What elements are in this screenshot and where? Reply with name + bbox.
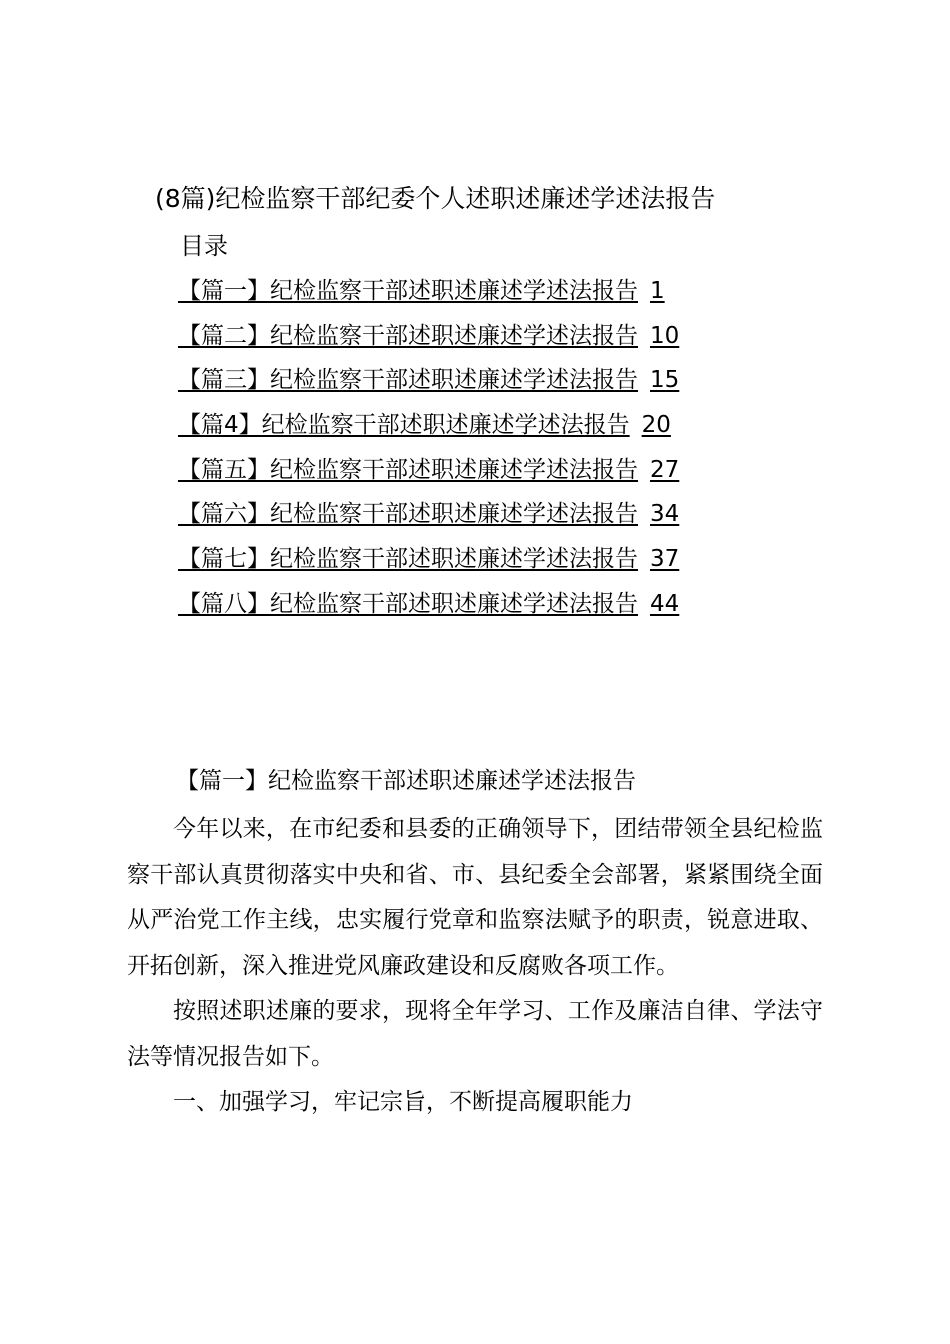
- toc-entry-title: 【篇七】纪检监察干部述职述廉述学述法报告: [178, 546, 638, 573]
- document-title: (8篇)纪检监察干部纪委个人述职述廉述学述法报告: [155, 184, 716, 213]
- toc-link[interactable]: [178, 367, 679, 393]
- toc-entry-7[interactable]: [178, 541, 679, 586]
- toc-entry-2[interactable]: [178, 318, 679, 363]
- toc-entry-title: 【篇八】纪检监察干部述职述廉述学述法报告: [178, 590, 638, 617]
- toc-page-number: 10: [650, 322, 680, 349]
- toc-entry-5[interactable]: [178, 452, 679, 497]
- toc-link[interactable]: [178, 546, 679, 572]
- toc-page-number: 44: [650, 590, 680, 617]
- toc-entry-3[interactable]: [178, 362, 679, 407]
- toc-page-number: 27: [650, 456, 680, 483]
- toc-entry-4[interactable]: [178, 407, 679, 452]
- toc-entry-title: 【篇六】纪检监察干部述职述廉述学述法报告: [178, 501, 638, 528]
- toc-page-number: 20: [641, 412, 671, 439]
- toc-entry-title: 【篇三】纪检监察干部述职述廉述学述法报告: [178, 367, 638, 394]
- toc-link[interactable]: [178, 591, 679, 617]
- body-paragraph: 按照述职述廉的要求，现将全年学习、工作及廉洁自律、学法守法等情况报告如下。: [127, 998, 823, 1070]
- toc-page-number: 37: [650, 546, 680, 573]
- toc-link[interactable]: [178, 501, 679, 527]
- toc-entry-1[interactable]: [178, 273, 679, 318]
- section-heading: 【篇一】纪检监察干部述职述廉述学述法报告: [176, 768, 636, 794]
- toc-page-number: 15: [650, 367, 680, 394]
- toc-link[interactable]: [178, 278, 665, 304]
- toc-link[interactable]: [178, 412, 671, 438]
- toc-link[interactable]: [178, 457, 679, 483]
- toc-entry-title: 【篇一】纪检监察干部述职述廉述学述法报告: [178, 278, 638, 304]
- toc-label: 目录: [180, 232, 228, 260]
- toc-entry-title: 【篇二】纪检监察干部述职述廉述学述法报告: [178, 322, 638, 349]
- body-paragraph: 一、加强学习，牢记宗旨，不断提高履职能力: [173, 1089, 633, 1115]
- toc-link[interactable]: [178, 323, 679, 349]
- toc-page-number: 34: [650, 501, 680, 528]
- toc-page-number: 1: [650, 278, 665, 304]
- table-of-contents: [178, 273, 679, 631]
- body-paragraph: 今年以来，在市纪委和县委的正确领导下，团结带领全县纪检监察干部认真贯彻落实中央和省、市、县纪委全会部署，紧紧围绕全面从严治党工作主线，忠实履行党章和监察法赋予的职责，锐意进取、开拓创新，深入推进党风廉政建设和反腐败各项工作。: [127, 816, 823, 979]
- toc-entry-8[interactable]: [178, 586, 679, 631]
- toc-entry-6[interactable]: [178, 496, 679, 541]
- toc-entry-title: 【篇五】纪检监察干部述职述廉述学述法报告: [178, 456, 638, 483]
- section-body: [127, 807, 823, 1126]
- toc-entry-title: 【篇4】纪检监察干部述职述廉述学述法报告: [178, 412, 630, 439]
